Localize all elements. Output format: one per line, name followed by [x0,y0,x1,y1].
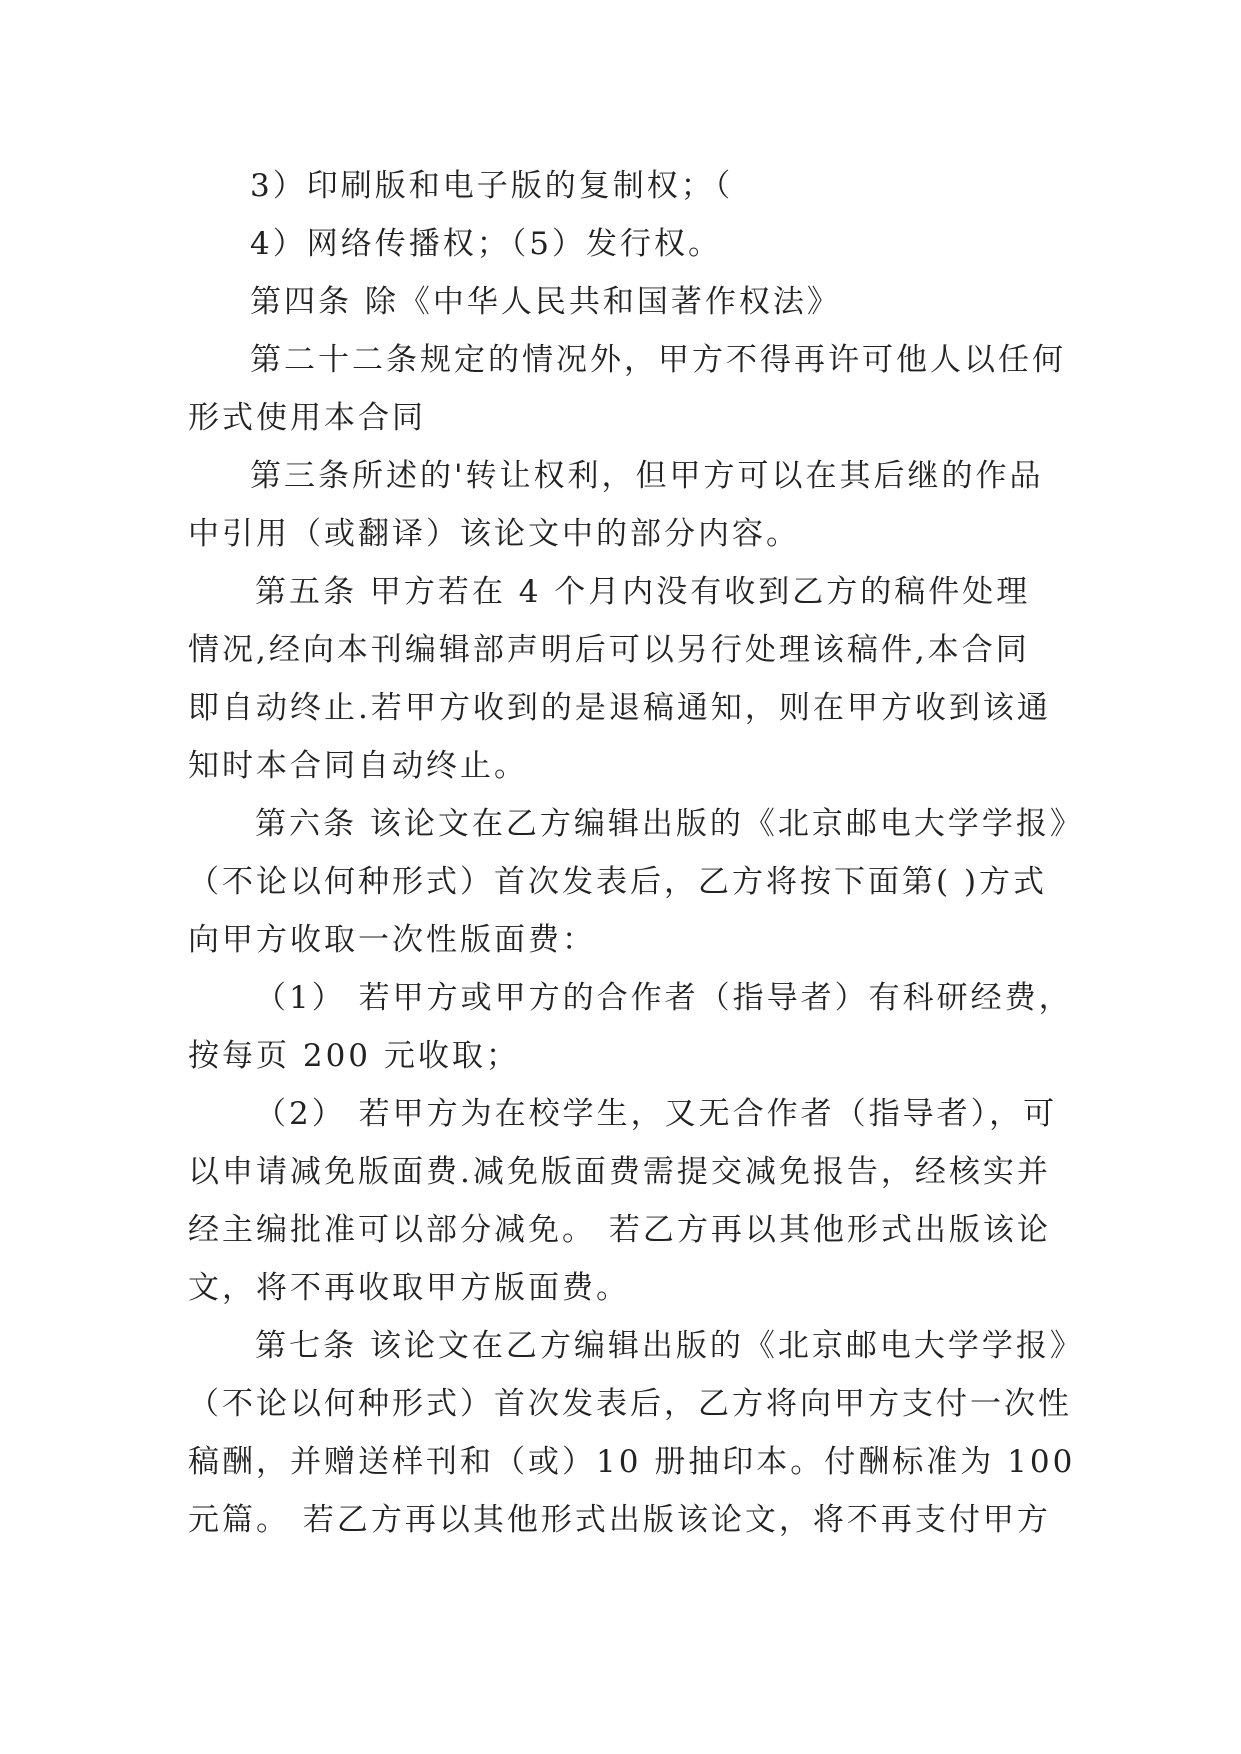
text-line-14: 向甲方收取一次性版面费： [188,922,596,958]
text-line-5: 形式使用本合同 [188,400,426,436]
text-line-18: 以申请减免版面费.减免版面费需提交减免报告，经核实并 [188,1154,1051,1190]
text-line-22: （不论以何种形式）首次发表后，乙方将向甲方支付一次性 [188,1386,1072,1422]
text-line-2: 4）网络传播权；（5）发行权。 [250,226,722,262]
text-line-20: 文，将不再收取甲方版面费。 [188,1270,630,1306]
text-line-8: 第五条 甲方若在 4 个月内没有收到乙方的稿件处理 [255,574,1031,610]
text-line-24: 元篇。 若乙方再以其他形式出版该论文，将不再支付甲方 [188,1502,1051,1538]
text-line-19: 经主编批准可以部分减免。 若乙方再以其他形式出版该论 [188,1212,1051,1248]
text-line-13: （不论以何种形式）首次发表后，乙方将按下面第( )方式 [188,864,1048,900]
text-line-3: 第四条 除《中华人民共和国著作权法》 [250,284,841,320]
text-line-16: 按每页 200 元收取； [188,1038,520,1074]
text-line-23: 稿酬，并赠送样刊和（或）10 册抽印本。付酬标准为 100 [188,1444,1076,1480]
text-line-1: 3）印刷版和电子版的复制权；（ [250,168,734,204]
text-line-10: 即自动终止.若甲方收到的是退稿通知，则在甲方收到该通 [188,690,1051,726]
text-line-6: 第三条所述的'转让权利，但甲方可以在其后继的作品 [250,458,1044,494]
text-line-21: 第七条 该论文在乙方编辑出版的《北京邮电大学学报》 [255,1328,1084,1364]
text-line-7: 中引用（或翻译）该论文中的部分内容。 [188,516,800,552]
text-line-15: （1） 若甲方或甲方的合作者（指导者）有科研经费， [255,980,1073,1016]
text-line-4: 第二十二条规定的情况外，甲方不得再许可他人以任何 [250,342,1066,378]
text-line-9: 情况,经向本刊编辑部声明后可以另行处理该稿件,本合同 [188,632,1030,668]
text-line-17: （2） 若甲方为在校学生，又无合作者（指导者），可 [255,1096,1058,1132]
text-line-12: 第六条 该论文在乙方编辑出版的《北京邮电大学学报》 [255,806,1084,842]
text-line-11: 知时本合同自动终止。 [188,748,528,784]
